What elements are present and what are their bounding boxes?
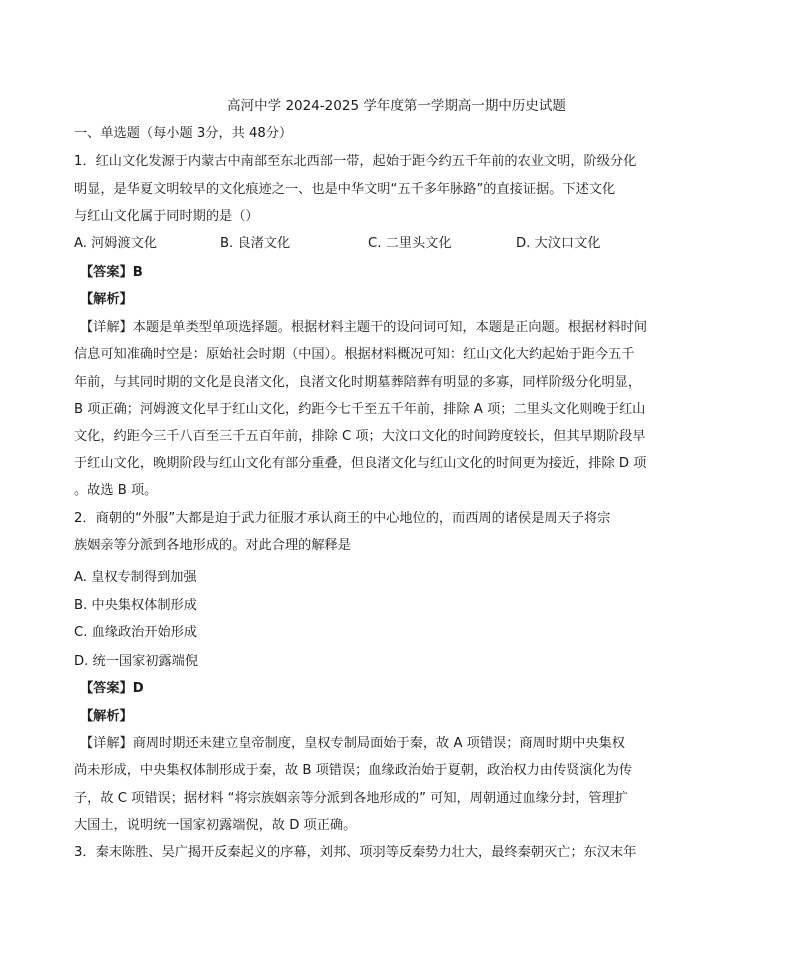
q1-analysis-label: 【解析】 [80, 292, 133, 307]
q3-stem-line-1: 3．秦末陈胜、吴广揭开反秦起义的序幕，刘邦、项羽等反秦势力壮大，最终秦朝灭亡；东汉末年 [74, 845, 637, 860]
q1-answer: 【答案】B [80, 265, 143, 280]
q1-stem-line-3: 与红山文化属于同时期的是（） [74, 209, 259, 224]
q2-option-a: A. 皇权专制得到加强 [74, 570, 197, 585]
q2-detail-line: 【详解】商周时期还未建立皇帝制度，皇权专制局面始于秦，故 A 项错误；商周时期中央集权 [80, 736, 625, 751]
q2-detail-line: 尚未形成，中央集权体制形成于秦，故 B 项错误；血缘政治始于夏朝，政治权力由传贤演化为传 [74, 763, 633, 778]
q2-stem-line-1: 2．商朝的“外服”大都是迫于武力征服才承认商王的中心地位的，而西周的诸侯是周天子将宗 [74, 511, 611, 526]
q2-option-b: B. 中央集权体制形成 [74, 598, 197, 613]
q2-option-c: C. 血缘政治开始形成 [74, 625, 198, 640]
q1-detail-line: B 项正确；河姆渡文化早于红山文化，约距今七千至五千年前，排除 A 项；二里头文化则晚于红山 [74, 402, 646, 417]
q2-analysis-label: 【解析】 [80, 709, 133, 724]
exam-title: 高河中学 2024-2025 学年度第一学期高一期中历史试题 [227, 98, 566, 114]
q2-detail-line: 大国土，说明统一国家初露端倪，故 D 项正确。 [74, 818, 357, 833]
q1-detail-line: 【详解】本题是单类型单项选择题。根据材料主题干的设问词可知，本题是正向题。根据材料时间 [80, 320, 648, 335]
q2-answer: 【答案】D [80, 681, 144, 696]
q1-stem-line-2: 明显，是华夏文明较早的文化痕迹之一、也是中华文明“五千多年脉路”的直接证据。下述文化 [74, 182, 616, 197]
q1-detail-line: 文化，约距今三千八百至三千五百年前，排除 C 项；大汶口文化的时间跨度较长，但其早期阶段早 [74, 429, 646, 444]
q1-detail-line: 。故选 B 项。 [74, 483, 158, 498]
q1-detail-line: 于红山文化，晚期阶段与红山文化有部分重叠，但良渚文化与红山文化的时间更为接近，排除 D 项 [74, 456, 647, 471]
q1-option-b: B. 良渚文化 [220, 236, 291, 251]
q1-option-c: C. 二里头文化 [368, 236, 452, 251]
q1-option-d: D. 大汶口文化 [516, 236, 601, 251]
section-heading: 一、单选题（每小题 3分，共 48分） [74, 126, 293, 141]
q1-option-a: A. 河姆渡文化 [74, 236, 158, 251]
q2-stem-line-2: 族姻亲等分派到各地形成的。对此合理的解释是 [74, 538, 351, 553]
q1-detail-line: 年前，与其同时期的文化是良渚文化，良渚文化时期墓葬陪葬有明显的多寡，同样阶级分化明显， [74, 375, 642, 390]
q2-detail-line: 子，故 C 项错误；据材料 “将宗族姻亲等分派到各地形成的” 可知，周朝通过血缘分封，管理扩 [74, 791, 628, 806]
q1-detail-line: 信息可知准确时空是：原始社会时期（中国）。根据材料概况可知：红山文化大约起始于距今五千 [74, 347, 635, 362]
q1-stem-line-1: 1．红山文化发源于内蒙古中南部至东北西部一带，起始于距今约五千年前的农业文明，阶级分化 [74, 154, 637, 169]
q2-option-d: D. 统一国家初露端倪 [74, 654, 199, 669]
